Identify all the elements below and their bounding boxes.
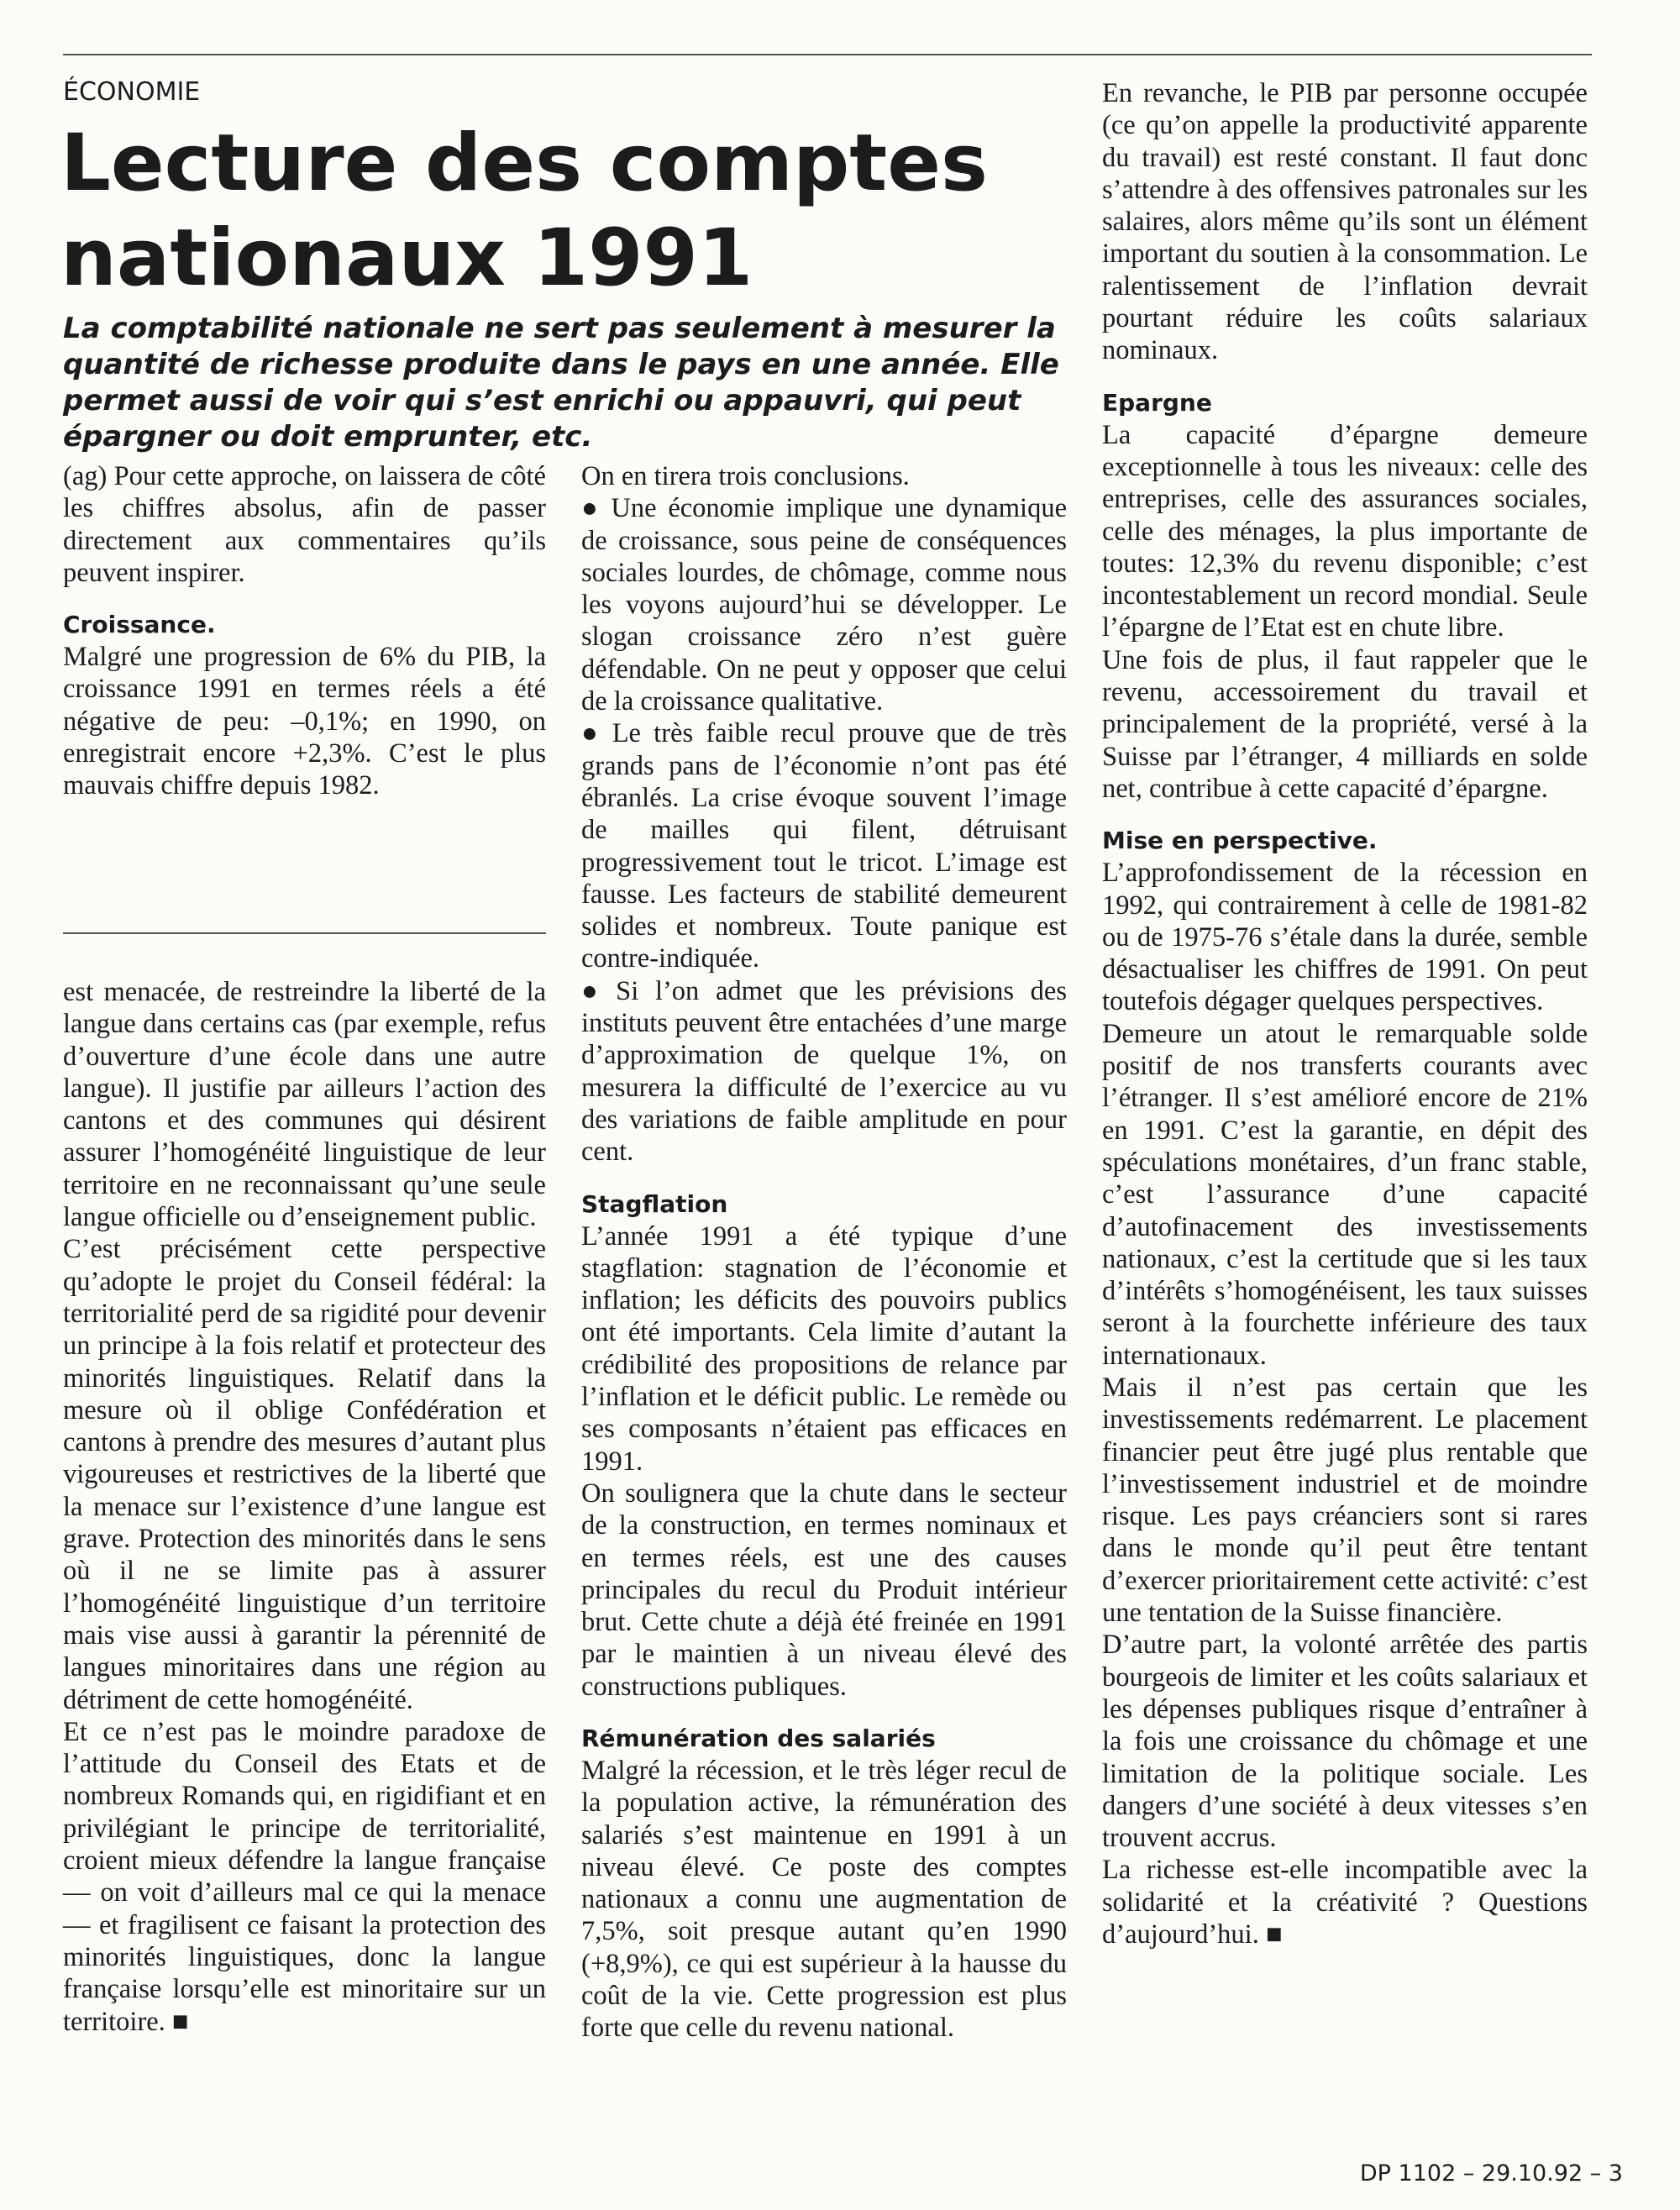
bullet-item-3	[581, 975, 1067, 1168]
perspective-paragraph-2: Demeure un atout le remarquable solde positif de nos transferts courants avec l’étranger. Il s’est amélioré encore de 21% en 1991. C’est la garantie, en dépit des spéculations monétaires, d’un franc stable, c’est l’assurance d’une capacité d’autofinacement des investissements nationaux, c’est la certitude que si les taux d’intérêts s’homogénéisent, les taux suisses seront à la fourchette inférieure des taux internationaux.	[1102, 1018, 1588, 1371]
langue-paragraph-2: C’est précisément cette perspective qu’adopte le projet du Conseil fédéral: la territorialité perd de sa rigidité pour devenir un principe à la fois relatif et protecteur des minorités linguistiques. Relatif dans la mesure où il oblige Confédération et cantons à prendre des mesures d’autant plus vigoureuses et restrictives de la liberté que la menace sur l’existence d’une langue est grave. Protection des minorités dans le sens où il ne se limite pas à assurer l’homogénéité linguistique d’un territoire mais vise aussi à garantir la pérennité de langues minoritaires dans une région au détriment de cette homogénéité.	[63, 1234, 546, 1715]
column-2	[581, 460, 1067, 2045]
pib-paragraph: En revanche, le PIB par personne occupée (ce qu’on appelle la productivité apparente du travail) est resté constant. Il faut donc s’attendre à des offensives patronales sur les salaires, alors même qu’ils sont un élément important du soutien à la consommation. Le ralentissement de l’inflation devrait pourtant réduire les coûts salariaux nominaux.	[1102, 78, 1588, 366]
heading-stagflation: Stagflation	[581, 1189, 728, 1218]
perspective-paragraph-4: D’autre part, la volonté arrêtée des partis bourgeois de limiter et les coûts salariaux et les dépenses publiques risque d’entraîner à la fois une croissance du chômage et une limitation de la politique sociale. Les dangers d’une société à deux vitesses s’en trouvent accrus.	[1102, 1630, 1588, 1854]
title-line-1: Lecture des comptes	[60, 118, 988, 209]
bullet-text-1: Une économie implique une dynamique de croissance, sous peine de conséquences sociales lourdes, de chômage, comme nous les voyons aujourd’hui se développer. Le slogan croissance zéro n’est guère défendable. On ne peut y opposer que celui de la croissance qualitative.	[581, 493, 1068, 717]
remuneration-paragraph: Malgré la récession, et le très léger recul de la population active, la rémunération des salariés s’est maintenue en 1991 à un niveau élevé. Ce poste des comptes nationaux a connu une augmentation de 7,5%, soit presque autant qu’en 1990 (+8,9%), ce qui est supérieur à la hausse du coût de la vie. Cette progression est plus forte que celle du revenu national.	[581, 1755, 1067, 2044]
epargne-paragraph-2: Une fois de plus, il faut rappeler que le revenu, accessoirement du travail et principalement de la propriété, versé à la Suisse par l’étranger, 4 milliards en solde net, contribue à cette capacité d’épargne.	[1102, 644, 1588, 804]
stagflation-paragraph-1: L’année 1991 a été typique d’une stagflation: stagnation de l’économie et inflation; les déficits des pouvoirs publics ont été importants. Cela limite d’autant la crédibilité des propositions de relance par l’inflation et le déficit public. Le remède ou ses composants n’étaient pas efficaces en 1991.	[581, 1220, 1067, 1477]
title-line-2: nationaux 1991	[60, 213, 753, 304]
bullet-text-3: Si l’on admet que les prévisions des instituts peuvent être entachées d’une marge d’approximation de quelque 1%, on mesurera la difficulté de l’exercice au vu des variations de faible amplitude en pour cent.	[581, 975, 1067, 1168]
bullet-item-2	[581, 717, 1067, 974]
bullet-icon: ●	[581, 493, 603, 524]
bullet-icon: ●	[581, 975, 608, 1006]
column-1-top	[63, 460, 546, 802]
croissance-paragraph: Malgré une progression de 6% du PIB, la croissance 1991 en termes réels a été négative de peu: –0,1%; en 1990, on enregistrait encore +2,3%. C’est le plus mauvais chiffre depuis 1982.	[63, 642, 546, 801]
epargne-paragraph-1: La capacité d’épargne demeure exceptionnelle à tous les niveaux: celle des entreprises, celle des assurances sociales, celle des ménages, la plus importante de toutes: 12,3% du revenu disponible; c’est incontestablement un record mondial. Seule l’épargne de l’Etat est en chute libre.	[1102, 419, 1588, 643]
section-kicker: ÉCONOMIE	[63, 77, 201, 107]
column-3	[1102, 77, 1588, 1950]
perspective-paragraph-5: La richesse est-elle incompatible avec la solidarité et la créativité ? Questions d’aujourd’hui. ■	[1102, 1855, 1588, 1950]
heading-remuneration: Rémunération des salariés	[581, 1724, 936, 1752]
perspective-paragraph-1: L’approfondissement de la récession en 1992, qui contrairement à celle de 1981-82 ou de 1975-76 s’étale dans la durée, semble désactualiser les chiffres de 1991. On peut toutefois dégager quelques perspectives.	[1102, 858, 1588, 1017]
conclusions-paragraph: On en tirera trois conclusions.	[581, 461, 910, 491]
bullet-item-1	[581, 492, 1067, 717]
perspective-paragraph-3: Mais il n’est pas certain que les investissements redémarrent. Le placement financier peut être jugé plus rentable que l’investissement industriel et de moindre risque. Les pays créanciers sont si rares dans le monde qu’il peut être tentant d’exercer prioritairement cette activité: c’est une tentation de la Suisse financière.	[1102, 1372, 1588, 1629]
bullet-icon: ●	[581, 718, 604, 749]
article-lede: La comptabilité nationale ne sert pas seulement à mesurer la quantité de richesse produite dans le pays en une année. Elle permet aussi de voir qui s’est enrichi ou appauvri, qui peut épargner ou doit emprunter, etc.	[63, 312, 1059, 454]
heading-epargne: Epargne	[1102, 388, 1212, 417]
bullet-text-2: Le très faible recul prouve que de très grands pans de l’économie n’ont pas été ébranlés. La crise évoque souvent l’image de mailles qui filent, détruisant progressivement tout le tricot. L’image est fausse. Les facteurs de stabilité demeurent solides et nombreux. Toute panique est contre-indiquée.	[581, 718, 1067, 974]
article-title	[60, 116, 1068, 306]
stagflation-paragraph-2: On soulignera que la chute dans le secteur de la construction, en termes nominaux et en termes réels, est une des causes principales du recul du Produit intérieur brut. Cette chute a déjà été freinée en 1991 par le maintien à un niveau élevé des constructions publiques.	[581, 1478, 1067, 1702]
top-rule	[63, 54, 1592, 55]
column-divider-rule	[63, 932, 546, 934]
heading-croissance: Croissance.	[63, 611, 216, 639]
column-1-bottom	[63, 976, 546, 2038]
intro-paragraph: (ag) Pour cette approche, on laissera de côté les chiffres absolus, afin de passer directement aux commentaires qu’ils peuvent inspirer.	[63, 461, 546, 588]
langue-paragraph-3: Et ce n’est pas le moindre paradoxe de l’attitude du Conseil des Etats et de nombreux Romands qui, en rigidifiant et en privilégiant le principe de territorialité, croient mieux défendre la langue française — on voit d’ailleurs mal ce qui la menace — et fragilisent ce faisant la protection des minorités linguistiques, donc la langue française lorsqu’elle est minoritaire sur un territoire. ■	[63, 1716, 546, 2037]
langue-paragraph-1: est menacée, de restreindre la liberté de la langue dans certains cas (par exemple, refus d’ouverture d’une école dans une autre langue). Il justifie par ailleurs l’action des cantons et des communes qui désirent assurer l’homogénéité linguistique de leur territoire en ne reconnaissant qu’une seule langue officielle ou d’enseignement public.	[63, 977, 546, 1233]
heading-mise-en-perspective: Mise en perspective.	[1102, 827, 1378, 855]
page-folio: DP 1102 – 29.10.92 – 3	[1359, 2160, 1623, 2186]
